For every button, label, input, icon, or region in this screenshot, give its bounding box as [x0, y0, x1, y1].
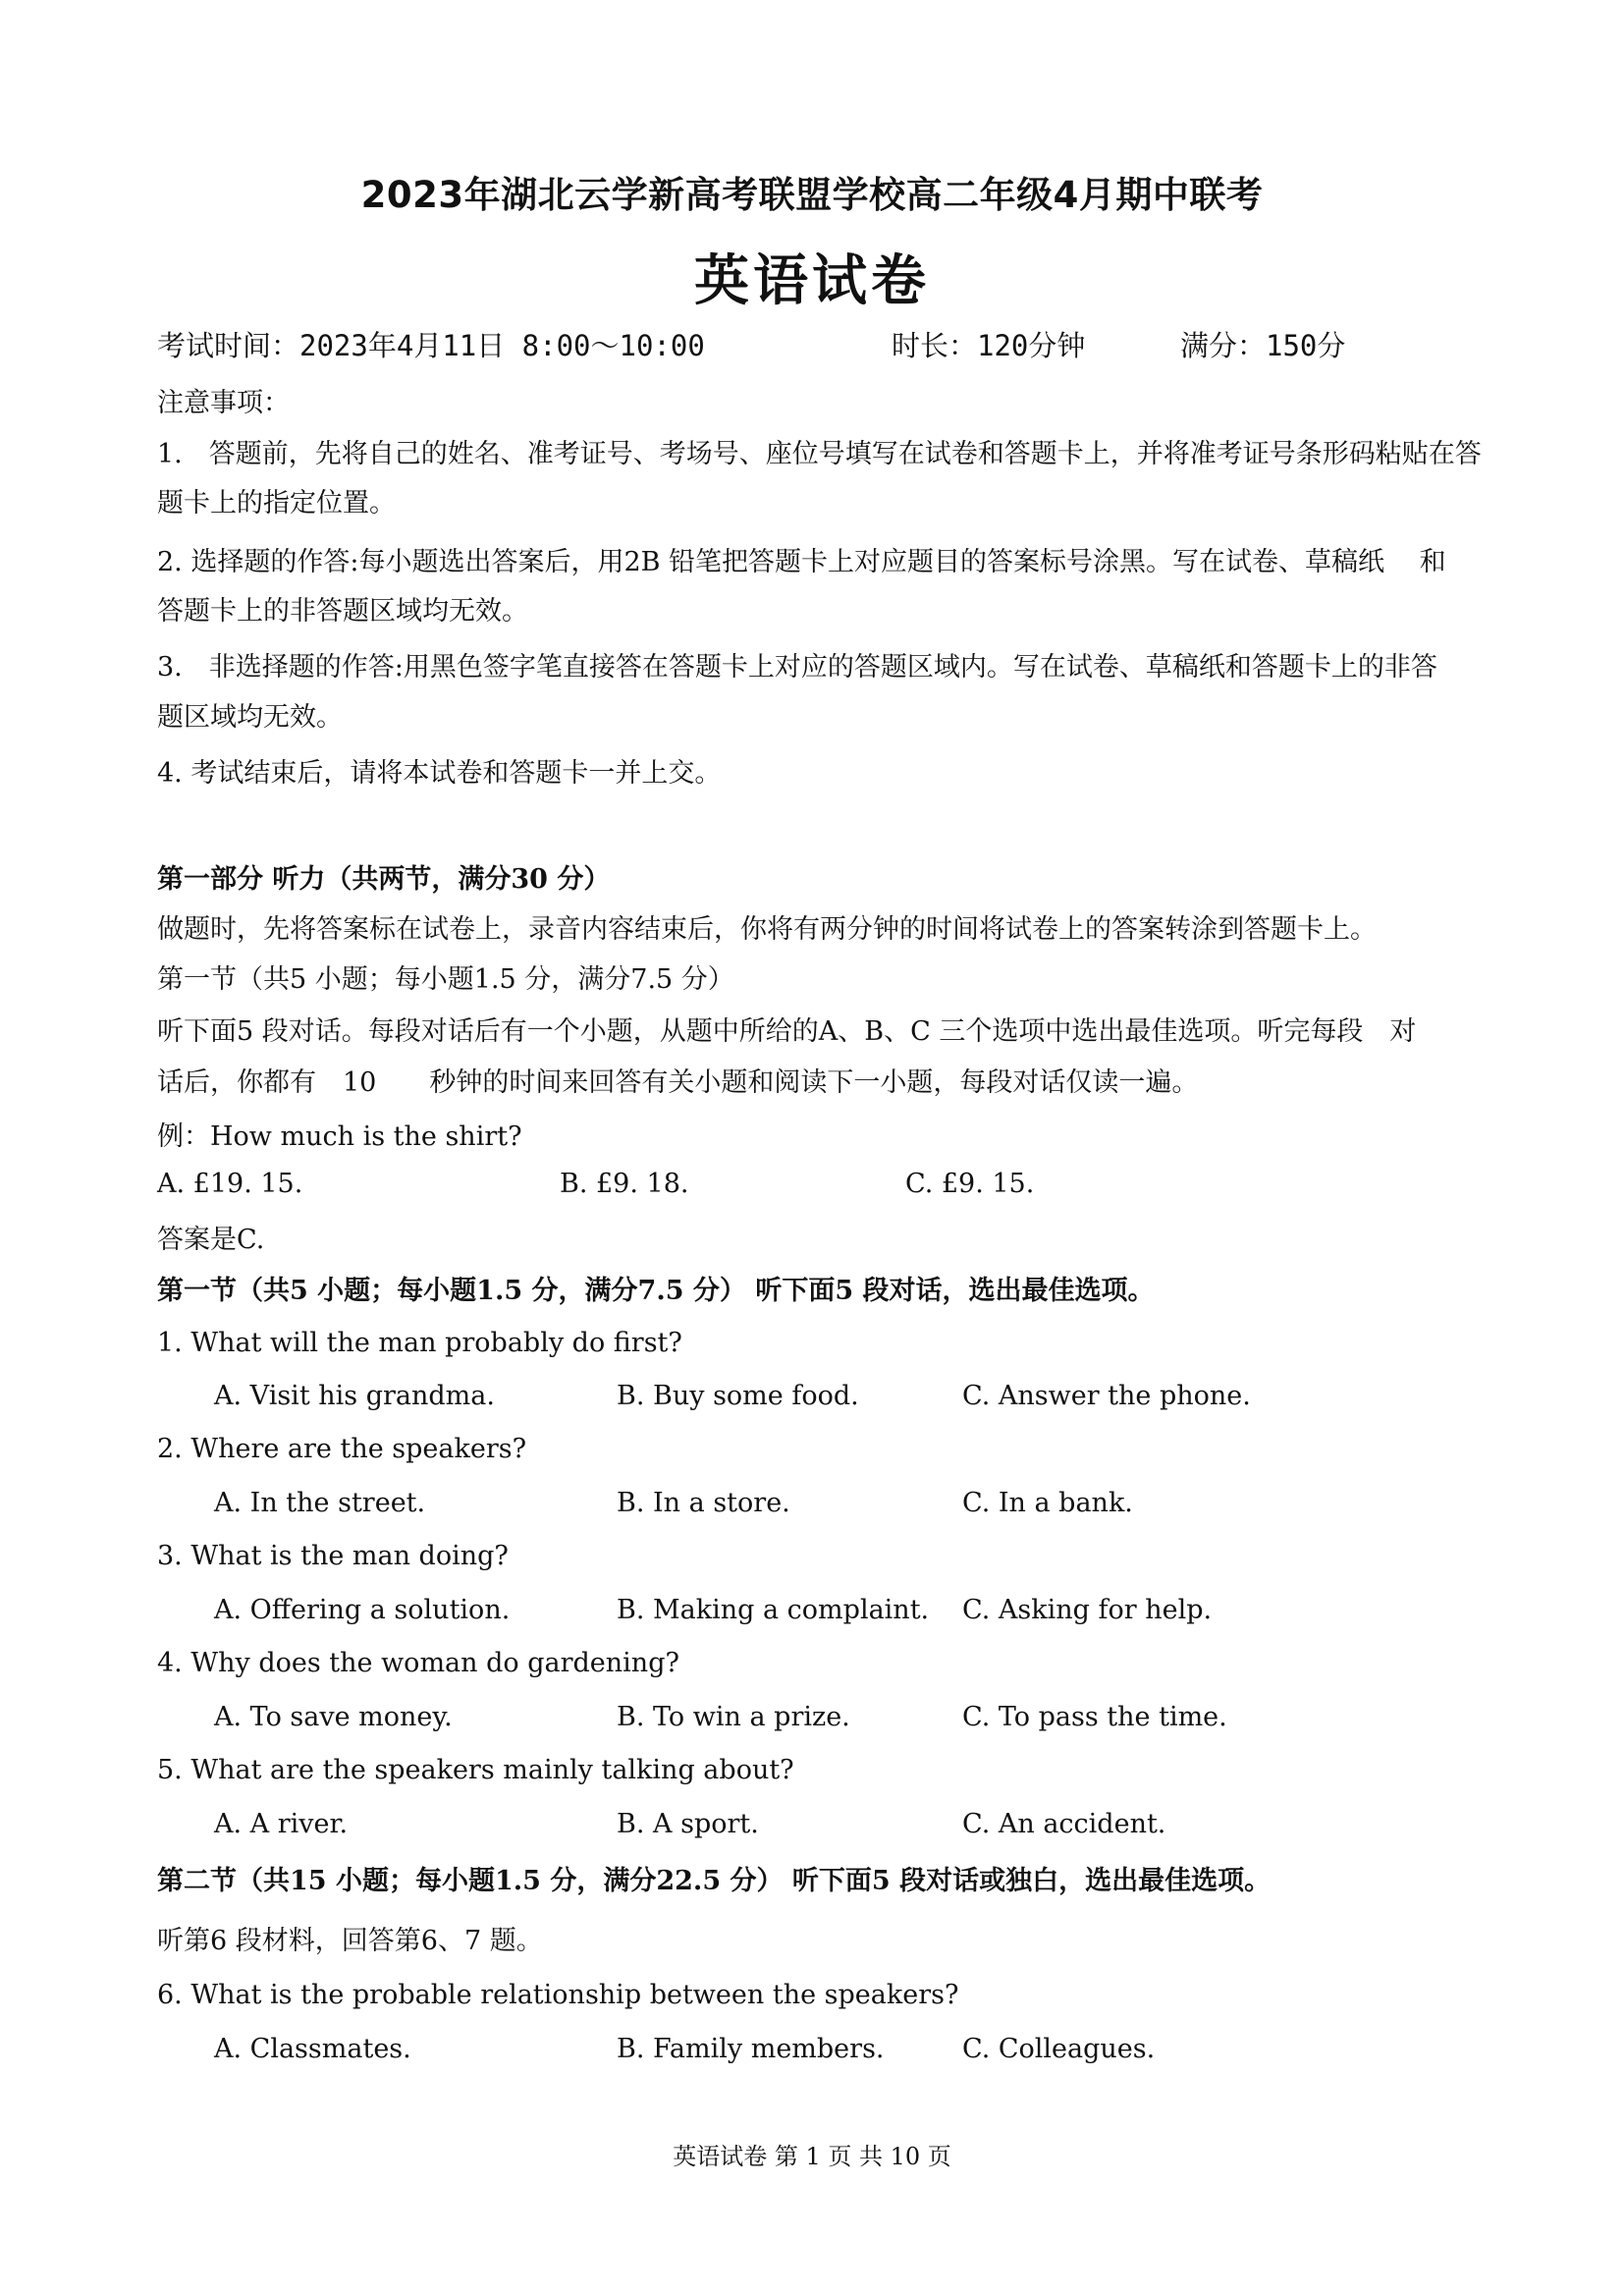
- section1-info: 第一节（共5 小题；每小题1.5 分，满分7.5 分）: [157, 964, 734, 995]
- question-1-option-b: B. Buy some food.: [617, 1381, 859, 1411]
- question-3-option-a: A. Offering a solution.: [214, 1595, 511, 1625]
- question-5: 5. What are the speakers mainly talking about?: [157, 1755, 794, 1785]
- question-5-option-b: B. A sport.: [617, 1809, 759, 1839]
- question-4-option-a: A. To save money.: [214, 1702, 453, 1732]
- question-4: 4. Why does the woman do gardening?: [157, 1648, 679, 1678]
- question-4-option-c: C. To pass the time.: [962, 1702, 1227, 1732]
- example-question: 例：How much is the shirt?: [157, 1121, 522, 1152]
- question-2-option-c: C. In a bank.: [962, 1488, 1133, 1518]
- question-3-option-c: C. Asking for help.: [962, 1595, 1213, 1625]
- section2-heading: 第二节（共15 小题；每小题1.5 分，满分22.5 分） 听下面5 段对话或独白，选出最佳选项。: [157, 1866, 1272, 1896]
- question-3: 3. What is the man doing?: [157, 1541, 509, 1571]
- example-option-a: A. £19. 15.: [157, 1169, 303, 1199]
- question-1: 1. What will the man probably do first?: [157, 1328, 682, 1358]
- example-answer: 答案是C.: [157, 1225, 265, 1255]
- section1-desc-line-2: 话后，你都有 10 秒钟的时间来回答有关小题和阅读下一小题，每段对话仅读一遍。: [157, 1067, 1199, 1098]
- part1-heading: 第一部分 听力（共两节，满分30 分）: [157, 864, 611, 895]
- question-4-option-b: B. To win a prize.: [617, 1702, 850, 1732]
- question-6-option-a: A. Classmates.: [214, 2034, 411, 2064]
- notice-item-2-line-2: 答题卡上的非答题区域均无效。: [157, 596, 528, 627]
- example-option-b: B. £9. 18.: [560, 1169, 689, 1199]
- question-3-option-b: B. Making a complaint.: [617, 1595, 930, 1625]
- page-footer: 英语试卷 第 1 页 共 10 页: [673, 2143, 951, 2170]
- exam-duration: 时长：120分钟: [892, 329, 1086, 362]
- question-6-option-b: B. Family members.: [617, 2034, 885, 2064]
- question-1-option-c: C. Answer the phone.: [962, 1381, 1251, 1411]
- question-6-option-c: C. Colleagues.: [962, 2034, 1156, 2064]
- notice-item-3-line-1: 3. 非选择题的作答:用黑色签字笔直接答在答题卡上对应的答题区域内。写在试卷、草稿纸和答题卡上的非答: [157, 652, 1437, 683]
- question-2-option-b: B. In a store.: [617, 1488, 790, 1518]
- exam-time: 考试时间：2023年4月11日 8:00～10:00: [157, 329, 705, 362]
- part1-instruction: 做题时，先将答案标在试卷上，录音内容结束后，你将有两分钟的时间将试卷上的答案转涂到答题卡上。: [157, 914, 1377, 945]
- notice-item-2-line-1: 2. 选择题的作答:每小题选出答案后，用2B 铅笔把答题卡上对应题目的答案标号涂黑。写在试卷、草稿纸 和: [157, 547, 1446, 577]
- question-1-option-a: A. Visit his grandma.: [214, 1381, 495, 1411]
- question-5-option-a: A. A river.: [214, 1809, 349, 1839]
- exam-title: 2023年湖北云学新高考联盟学校高二年级4月期中联考: [360, 174, 1264, 216]
- question-2: 2. Where are the speakers?: [157, 1434, 527, 1464]
- section1-heading: 第一节（共5 小题；每小题1.5 分，满分7.5 分） 听下面5 段对话，选出最佳选项。: [157, 1276, 1155, 1306]
- section1-desc-line-1: 听下面5 段对话。每段对话后有一个小题，从题中所给的A、B、C 三个选项中选出最佳选项。听完每段 对: [157, 1016, 1417, 1047]
- question-6: 6. What is the probable relationship between the speakers?: [157, 1980, 959, 2010]
- question-5-option-c: C. An accident.: [962, 1809, 1166, 1839]
- notice-heading: 注意事项：: [157, 388, 290, 418]
- example-option-c: C. £9. 15.: [905, 1169, 1035, 1199]
- question-2-option-a: A. In the street.: [214, 1488, 426, 1518]
- section2-material-note: 听第6 段材料，回答第6、7 题。: [157, 1926, 543, 1956]
- notice-item-4: 4. 考试结束后，请将本试卷和答题卡一并上交。: [157, 758, 722, 789]
- notice-item-1-line-2: 题卡上的指定位置。: [157, 488, 396, 519]
- exam-full-score: 满分：150分: [1180, 329, 1346, 362]
- notice-item-1-line-1: 1. 答题前，先将自己的姓名、准考证号、考场号、座位号填写在试卷和答题卡上，并将准考证号条形码粘贴在答: [157, 439, 1482, 469]
- exam-subject-title: 英语试卷: [694, 249, 930, 313]
- notice-item-3-line-2: 题区域均无效。: [157, 702, 343, 733]
